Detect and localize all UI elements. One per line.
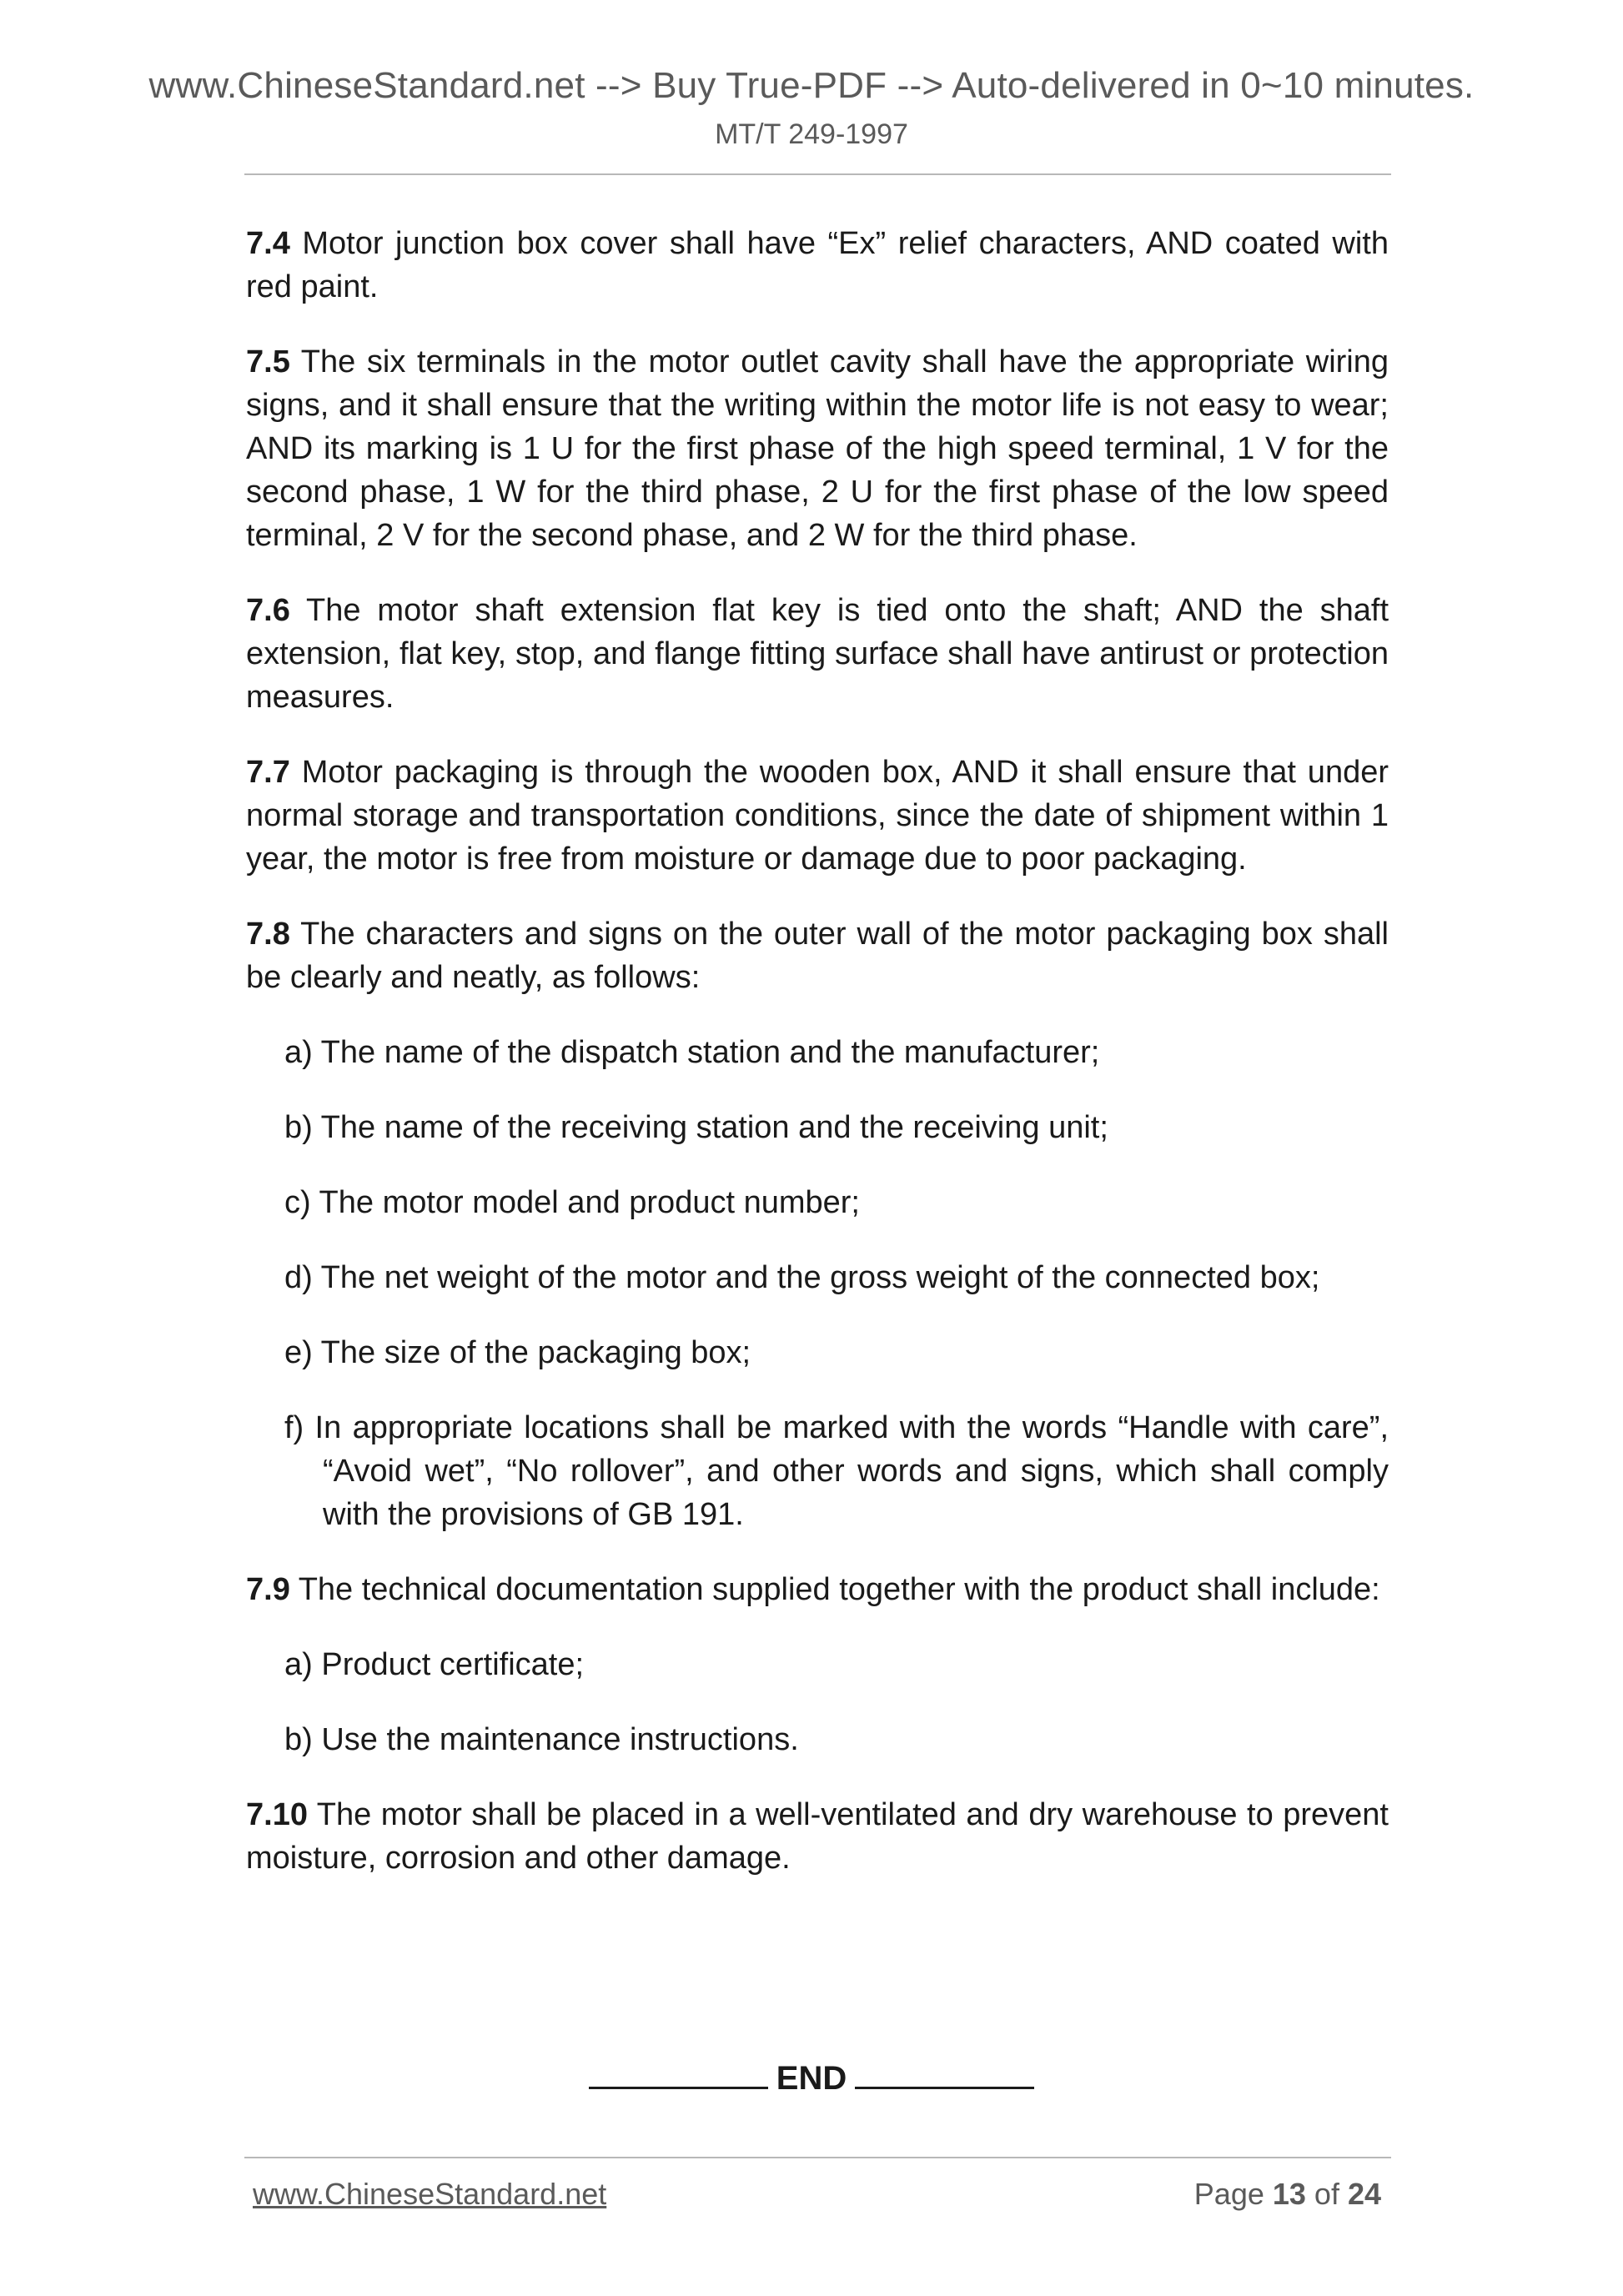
section-7-7 [246,751,1389,881]
section-7-4 [246,222,1389,309]
section-number: 7.10 [246,1797,308,1832]
section-number: 7.9 [246,1572,290,1607]
list-item: b) Use the maintenance instructions. [284,1722,799,1757]
page-prefix: Page [1193,2177,1273,2211]
section-text: Motor packaging is through the wooden box, AND it shall ensure that under normal storage and transportation conditions, since the date of shipment within 1 year, the motor is free from moisture or damage due to poor packaging. [246,755,1389,877]
list-item: c) The motor model and product number; [284,1185,860,1220]
page-current: 13 [1272,2177,1306,2211]
section-7-8 [246,912,1389,999]
section-text: The motor shall be placed in a well-ventilated and dry warehouse to prevent moisture, corrosion and other damage. [246,1797,1389,1876]
section-number: 7.5 [246,344,290,379]
section-text: The six terminals in the motor outlet cavity shall have the appropriate wiring signs, and it shall ensure that the writing within the motor life is not easy to wear; AND its marking is 1 U for the first phase of the high speed terminal, 1 V for the second phase, 1 W for the third phase, 2 U for the first phase of the low speed terminal, 2 V for the second phase, and 2 W for the third phase. [246,344,1389,553]
standard-number: MT/T 249-1997 [715,118,908,150]
page-total: 24 [1347,2177,1381,2211]
end-rule-right [855,2053,1034,2089]
list-item: f) In appropriate locations shall be marked with the words “Handle with care”, “Avoid wet”, “No rollover”, and other words and signs, which shall comply with the provisions of GB 191. [284,1410,1389,1532]
section-7-10 [246,1793,1389,1880]
list-item: b) The name of the receiving station and the receiving unit; [284,1110,1108,1145]
page-of: of [1305,2177,1348,2211]
section-number: 7.4 [246,226,290,261]
list-item: a) The name of the dispatch station and the manufacturer; [284,1035,1100,1070]
section-7-9 [246,1568,1389,1611]
section-number: 7.7 [246,755,290,790]
section-text: The motor shaft extension flat key is tied onto the shaft; AND the shaft extension, flat key, stop, and flange fitting surface shall have antirust or protection measures. [246,593,1389,715]
section-text: Motor junction box cover shall have “Ex” relief characters, AND coated with red paint. [246,226,1389,304]
section-text: The technical documentation supplied together with the product shall include: [289,1572,1380,1607]
list-item: e) The size of the packaging box; [284,1335,751,1370]
list-item: a) Product certificate; [284,1647,585,1682]
footer-divider [244,2157,1391,2158]
section-7-6 [246,589,1389,719]
footer-site-link[interactable]: www.ChineseStandard.net [253,2177,607,2211]
document-body [246,222,1389,1912]
end-rule-left [589,2053,768,2089]
section-number: 7.6 [246,593,290,628]
end-text: END [776,2060,847,2097]
section-7-5 [246,340,1389,557]
header-banner: www.ChineseStandard.net --> Buy True-PDF --> Auto-delivered in 0~10 minutes. [148,65,1475,106]
section-text: The characters and signs on the outer wall of the motor packaging box shall be clearly and neatly, as follows: [246,917,1389,995]
header-divider [244,173,1391,175]
list-item: d) The net weight of the motor and the gross weight of the connected box; [284,1260,1320,1295]
page-indicator [1194,2177,1381,2212]
section-number: 7.8 [246,917,290,952]
end-marker [0,2053,1623,2098]
